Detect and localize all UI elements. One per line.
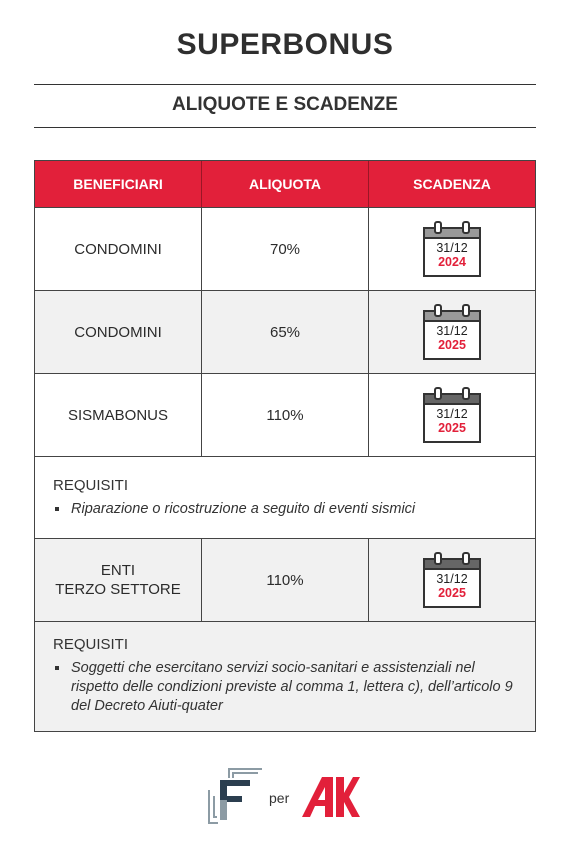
rate-cell: 70%	[202, 208, 369, 290]
deadline-cell	[369, 208, 535, 290]
table-row	[34, 539, 536, 622]
deadline-year: 2025	[438, 421, 466, 435]
calendar-icon	[423, 552, 481, 608]
ak-logo-icon	[302, 776, 360, 818]
table-row	[34, 374, 536, 457]
beneficiary-line: TERZO SETTORE	[55, 581, 181, 598]
deadline-cell	[369, 539, 535, 621]
beneficiary-cell	[35, 539, 202, 621]
calendar-icon	[423, 304, 481, 360]
calendar-icon	[423, 387, 481, 443]
requirement-text: Soggetti che esercitano servizi socio-sanitari e assistenziali nel rispetto delle condizioni previste al comma 1, lettera c), dell’articolo 9 del Decreto Aiuti-quater	[71, 660, 513, 714]
table-row	[34, 291, 536, 374]
deadline-year: 2025	[438, 586, 466, 600]
beneficiary-line: ENTI	[100, 562, 136, 579]
bullet-icon	[55, 666, 59, 670]
header-beneficiari: BENEFICIARI	[35, 161, 202, 207]
deadline-date: 31/12	[436, 407, 468, 421]
deadline-cell	[369, 291, 535, 373]
f-logo-icon	[206, 766, 264, 826]
connector-text: per	[269, 790, 290, 806]
rate-cell: 110%	[202, 539, 369, 621]
rate-cell: 110%	[202, 374, 369, 456]
divider-top	[34, 84, 536, 85]
requirement-item	[53, 500, 517, 519]
deadline-date: 31/12	[436, 241, 468, 255]
requirements-title: REQUISITI	[53, 636, 129, 653]
requirements-section	[34, 457, 536, 539]
requirements-section	[34, 622, 536, 732]
table-header	[34, 160, 536, 208]
requirement-item	[53, 659, 517, 716]
header-scadenza: SCADENZA	[413, 176, 491, 192]
deadline-date: 31/12	[436, 572, 468, 586]
beneficiary-cell: CONDOMINI	[35, 291, 202, 373]
calendar-icon	[423, 221, 481, 277]
deadline-year: 2025	[438, 338, 466, 352]
divider-bottom	[34, 127, 536, 128]
page-subtitle: ALIQUOTE E SCADENZE	[172, 94, 398, 115]
header-aliquota: ALIQUOTA	[202, 161, 369, 207]
table-row	[34, 208, 536, 291]
footer-logos	[0, 760, 570, 830]
bullet-icon	[55, 507, 59, 511]
deadline-year: 2024	[438, 255, 466, 269]
deadline-date: 31/12	[436, 324, 468, 338]
requirement-text: Riparazione o ricostruzione a seguito di eventi sismici	[71, 501, 416, 517]
rate-cell: 65%	[202, 291, 369, 373]
deadline-cell	[369, 374, 535, 456]
beneficiary-cell: SISMABONUS	[35, 374, 202, 456]
beneficiary-cell: CONDOMINI	[35, 208, 202, 290]
requirements-title: REQUISITI	[53, 477, 129, 494]
page-title: SUPERBONUS	[176, 28, 394, 61]
